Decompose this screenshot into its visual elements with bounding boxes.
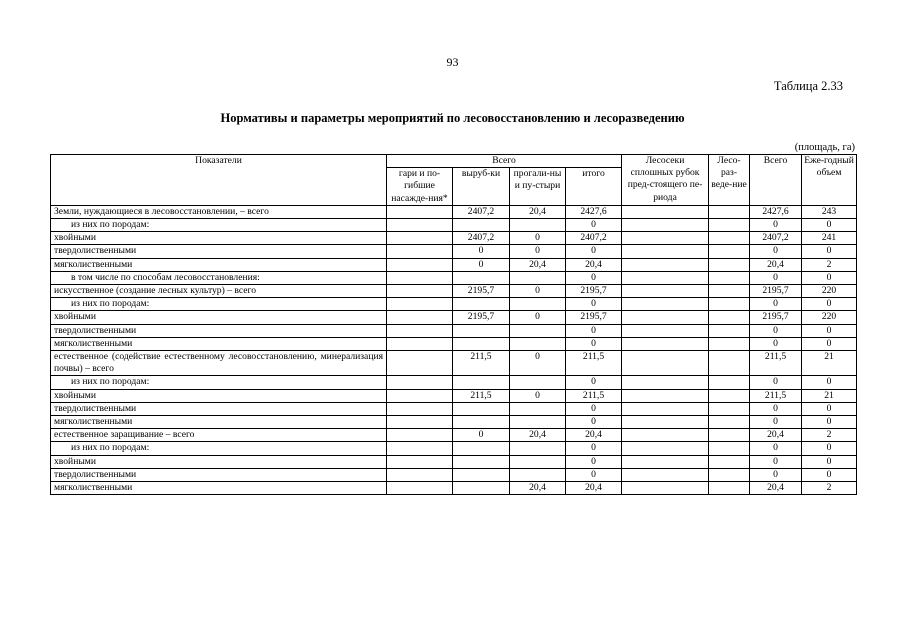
row-cell: [387, 298, 453, 311]
row-label: твердолиственными: [51, 245, 387, 258]
row-cell: 0: [750, 376, 802, 389]
table-row: [51, 337, 857, 350]
row-cell: [510, 416, 566, 429]
row-cell: 0: [453, 429, 510, 442]
row-cell: [453, 455, 510, 468]
row-cell: 0: [510, 245, 566, 258]
row-cell: 211,5: [566, 351, 622, 376]
row-cell: 20,4: [510, 205, 566, 218]
row-label: Земли, нуждающиеся в лесовосстановлении, – всего: [51, 205, 387, 218]
row-cell: [387, 468, 453, 481]
row-label: твердолиственными: [51, 402, 387, 415]
row-cell: [622, 324, 709, 337]
row-cell: [453, 337, 510, 350]
row-cell: [709, 416, 750, 429]
header-logging-sites: Лесосеки сплошных рубок пред-стоящего пе-риода: [622, 155, 709, 206]
header-clearcuts: выруб-ки: [453, 168, 510, 206]
row-cell: 2427,6: [750, 205, 802, 218]
row-cell: 0: [802, 442, 857, 455]
row-cell: 0: [453, 245, 510, 258]
row-cell: [453, 298, 510, 311]
header-glades: прогали-ны и пу-стыри: [510, 168, 566, 206]
table-row: [51, 376, 857, 389]
row-label: хвойными: [51, 311, 387, 324]
row-cell: [709, 285, 750, 298]
row-cell: [622, 311, 709, 324]
row-cell: [709, 271, 750, 284]
row-cell: [709, 442, 750, 455]
row-cell: [453, 416, 510, 429]
row-cell: [709, 205, 750, 218]
table-title: Нормативы и параметры мероприятий по лесовосстановлению и лесоразведению: [220, 111, 685, 125]
header-all: Всего: [750, 155, 802, 206]
table-row: [51, 482, 857, 495]
row-cell: [387, 285, 453, 298]
row-cell: [622, 429, 709, 442]
row-cell: [510, 455, 566, 468]
row-cell: [387, 416, 453, 429]
row-cell: [387, 351, 453, 376]
row-cell: [622, 402, 709, 415]
row-cell: 2195,7: [750, 311, 802, 324]
row-cell: [453, 271, 510, 284]
row-cell: [622, 232, 709, 245]
row-cell: [387, 311, 453, 324]
row-cell: [453, 219, 510, 232]
row-cell: 2407,2: [453, 232, 510, 245]
table-row: [51, 298, 857, 311]
table-row: [51, 468, 857, 481]
row-cell: [510, 402, 566, 415]
row-cell: 0: [750, 416, 802, 429]
row-label: хвойными: [51, 389, 387, 402]
row-label: в том числе по способам лесовосстановления:: [51, 271, 387, 284]
row-cell: [387, 258, 453, 271]
row-label: твердолиственными: [51, 324, 387, 337]
row-cell: 0: [802, 455, 857, 468]
row-cell: 0: [510, 285, 566, 298]
row-cell: 0: [802, 324, 857, 337]
row-cell: 0: [802, 219, 857, 232]
row-cell: 0: [510, 351, 566, 376]
header-total: итого: [566, 168, 622, 206]
row-cell: 220: [802, 285, 857, 298]
row-cell: 0: [802, 402, 857, 415]
row-cell: 243: [802, 205, 857, 218]
measures-table: [50, 154, 857, 495]
row-cell: [387, 324, 453, 337]
row-cell: 2195,7: [566, 285, 622, 298]
row-cell: 2: [802, 429, 857, 442]
row-cell: [622, 245, 709, 258]
row-label: из них по породам:: [51, 298, 387, 311]
row-cell: 0: [802, 376, 857, 389]
row-cell: [453, 324, 510, 337]
row-cell: [709, 324, 750, 337]
row-cell: 2407,2: [453, 205, 510, 218]
row-cell: 0: [566, 245, 622, 258]
row-cell: [387, 376, 453, 389]
row-cell: [622, 219, 709, 232]
row-cell: 20,4: [510, 482, 566, 495]
row-cell: [709, 232, 750, 245]
page-number: 93: [446, 55, 459, 69]
row-cell: [622, 389, 709, 402]
row-cell: 0: [750, 337, 802, 350]
row-cell: [709, 389, 750, 402]
row-cell: [709, 376, 750, 389]
row-cell: [709, 337, 750, 350]
row-cell: 20,4: [750, 258, 802, 271]
row-cell: 20,4: [750, 482, 802, 495]
row-cell: [387, 455, 453, 468]
row-label: мягколиственными: [51, 416, 387, 429]
table-row: [51, 311, 857, 324]
row-label: из них по породам:: [51, 219, 387, 232]
table-row: [51, 245, 857, 258]
row-cell: [622, 285, 709, 298]
row-cell: 0: [802, 468, 857, 481]
row-label: хвойными: [51, 232, 387, 245]
row-cell: 2: [802, 482, 857, 495]
row-cell: [622, 337, 709, 350]
row-cell: [709, 468, 750, 481]
row-cell: 0: [566, 416, 622, 429]
row-cell: [453, 482, 510, 495]
table-label: Таблица 2.33: [773, 79, 843, 93]
row-cell: [709, 298, 750, 311]
row-cell: [453, 442, 510, 455]
table-row: [51, 351, 857, 376]
row-cell: 20,4: [566, 482, 622, 495]
row-cell: [510, 298, 566, 311]
row-cell: [622, 455, 709, 468]
row-cell: [453, 402, 510, 415]
row-cell: [622, 482, 709, 495]
row-cell: 2195,7: [453, 311, 510, 324]
row-cell: [709, 351, 750, 376]
row-cell: [622, 468, 709, 481]
table-row: [51, 455, 857, 468]
row-cell: 220: [802, 311, 857, 324]
row-cell: 211,5: [566, 389, 622, 402]
row-cell: [709, 258, 750, 271]
row-cell: [387, 389, 453, 402]
row-cell: 0: [510, 389, 566, 402]
row-cell: [387, 205, 453, 218]
row-cell: [622, 416, 709, 429]
table-row: [51, 324, 857, 337]
row-cell: 0: [750, 219, 802, 232]
header-burned: гари и по-гибшие насажде-ния*: [387, 168, 453, 206]
table-row: [51, 389, 857, 402]
row-cell: 0: [566, 442, 622, 455]
row-cell: 2195,7: [750, 285, 802, 298]
row-cell: 0: [566, 271, 622, 284]
row-cell: 0: [802, 298, 857, 311]
row-label: искусственное (создание лесных культур) – всего: [51, 285, 387, 298]
row-label: мягколиственными: [51, 482, 387, 495]
row-cell: [709, 219, 750, 232]
row-cell: 0: [802, 271, 857, 284]
row-cell: 211,5: [453, 351, 510, 376]
row-cell: 0: [750, 402, 802, 415]
row-cell: [510, 337, 566, 350]
row-cell: [510, 324, 566, 337]
row-cell: [622, 271, 709, 284]
row-cell: [387, 232, 453, 245]
row-cell: 20,4: [566, 258, 622, 271]
row-label: естественное заращивание – всего: [51, 429, 387, 442]
row-cell: [510, 442, 566, 455]
row-label: из них по породам:: [51, 442, 387, 455]
row-label: мягколиственными: [51, 337, 387, 350]
row-cell: [387, 337, 453, 350]
row-cell: 2: [802, 258, 857, 271]
row-cell: 0: [750, 271, 802, 284]
row-cell: [510, 271, 566, 284]
row-cell: [709, 455, 750, 468]
row-label: из них по породам:: [51, 376, 387, 389]
row-cell: 0: [566, 402, 622, 415]
row-cell: [622, 351, 709, 376]
row-cell: 0: [802, 245, 857, 258]
row-cell: [387, 442, 453, 455]
row-cell: 0: [750, 245, 802, 258]
row-cell: 0: [566, 468, 622, 481]
row-cell: 0: [750, 324, 802, 337]
table-row: [51, 402, 857, 415]
row-cell: 2407,2: [566, 232, 622, 245]
row-cell: [510, 376, 566, 389]
row-cell: [709, 402, 750, 415]
table-row: [51, 258, 857, 271]
row-cell: 2427,6: [566, 205, 622, 218]
table-body: [51, 205, 857, 494]
row-label: хвойными: [51, 455, 387, 468]
table-row: [51, 416, 857, 429]
row-cell: [387, 429, 453, 442]
row-cell: 0: [750, 442, 802, 455]
row-cell: 0: [566, 337, 622, 350]
row-cell: [622, 205, 709, 218]
row-label: естественное (содействие естественному лесовосстановлению, минерализация почвы) – всего: [51, 351, 387, 376]
header-afforestation: Лесо-раз-веде-ние: [709, 155, 750, 206]
row-cell: 0: [750, 298, 802, 311]
row-cell: [709, 482, 750, 495]
table-row: [51, 271, 857, 284]
row-cell: 0: [566, 298, 622, 311]
row-cell: 21: [802, 389, 857, 402]
table-row: [51, 219, 857, 232]
row-cell: 0: [566, 376, 622, 389]
row-cell: 20,4: [510, 258, 566, 271]
row-cell: [387, 245, 453, 258]
row-cell: [622, 258, 709, 271]
row-cell: 0: [510, 311, 566, 324]
row-cell: 0: [566, 219, 622, 232]
row-cell: 0: [750, 455, 802, 468]
table-row: [51, 205, 857, 218]
header-indicators: Показатели: [51, 155, 387, 206]
row-cell: [453, 376, 510, 389]
row-cell: [387, 271, 453, 284]
row-cell: [510, 468, 566, 481]
row-label: твердолиственными: [51, 468, 387, 481]
table-row: [51, 285, 857, 298]
row-cell: 2195,7: [453, 285, 510, 298]
row-cell: [387, 482, 453, 495]
units-note: (площадь, га): [794, 142, 855, 153]
row-cell: 20,4: [510, 429, 566, 442]
row-cell: 241: [802, 232, 857, 245]
row-cell: [387, 219, 453, 232]
row-cell: 2407,2: [750, 232, 802, 245]
row-cell: 0: [453, 258, 510, 271]
header-total-group: Всего: [387, 155, 622, 168]
header-annual: Еже-годный объем: [802, 155, 857, 206]
row-cell: [709, 429, 750, 442]
row-cell: 0: [566, 324, 622, 337]
table-row: [51, 442, 857, 455]
row-cell: 0: [510, 232, 566, 245]
row-cell: 0: [802, 416, 857, 429]
row-cell: 211,5: [750, 389, 802, 402]
table-row: [51, 232, 857, 245]
row-cell: 211,5: [750, 351, 802, 376]
row-cell: 211,5: [453, 389, 510, 402]
row-cell: [387, 402, 453, 415]
row-cell: [709, 245, 750, 258]
row-cell: [453, 468, 510, 481]
table-row: [51, 429, 857, 442]
row-cell: 20,4: [750, 429, 802, 442]
row-cell: 21: [802, 351, 857, 376]
row-cell: [510, 219, 566, 232]
row-cell: [622, 298, 709, 311]
row-label: мягколиственными: [51, 258, 387, 271]
row-cell: 2195,7: [566, 311, 622, 324]
row-cell: 0: [750, 468, 802, 481]
row-cell: 0: [802, 337, 857, 350]
row-cell: 20,4: [566, 429, 622, 442]
row-cell: 0: [566, 455, 622, 468]
row-cell: [709, 311, 750, 324]
row-cell: [622, 376, 709, 389]
row-cell: [622, 442, 709, 455]
